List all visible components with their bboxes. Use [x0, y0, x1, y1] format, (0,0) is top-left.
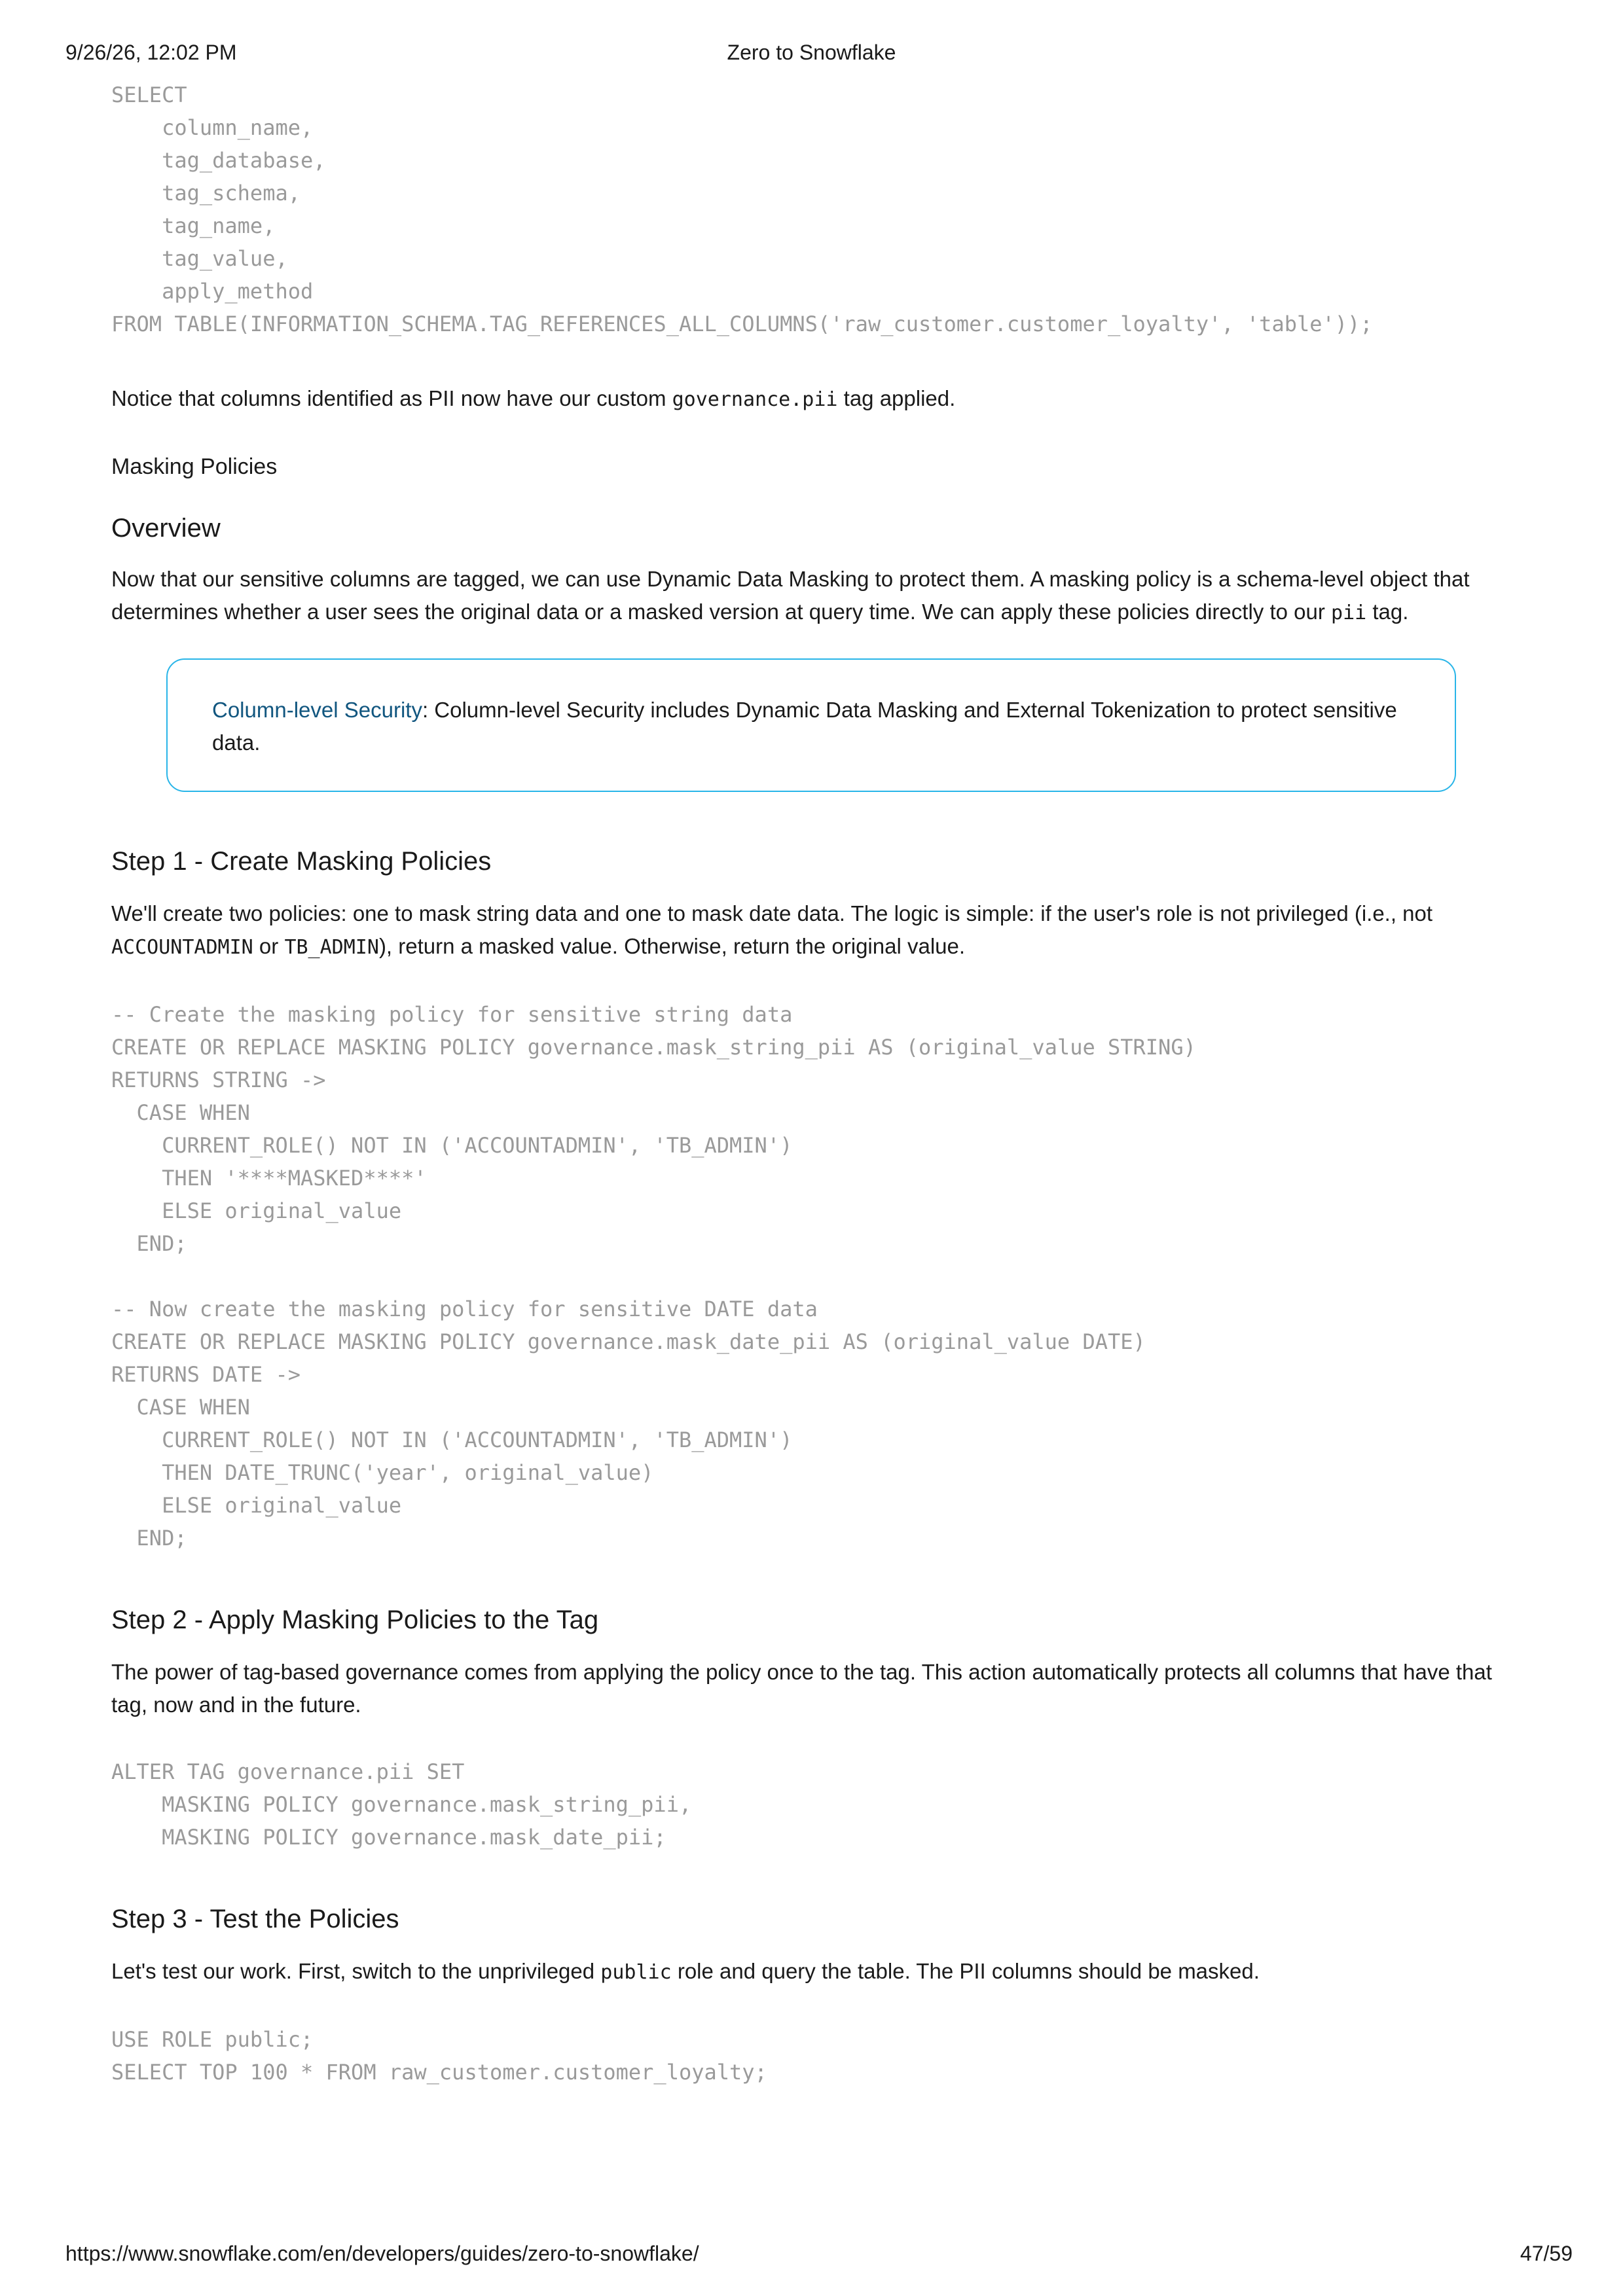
- note-text: : Column-level Security includes Dynamic Data Masking and External Tokenization to protect sensitive data.: [212, 698, 1397, 755]
- code-block-masking-policies: -- Create the masking policy for sensitive string data CREATE OR REPLACE MASKING POLICY governance.mask_string_pii AS (original_value STRING) RETURNS STRING -> CASE WHEN CURRENT_ROLE() NOT IN ('ACCOUNTADMIN', 'TB_ADMIN') THEN '****MASKED****' ELSE original_value END; -- Now create the masking policy for sensitive DATE data CREATE OR REPLACE MASKING POLICY governance.mask_date_pii AS (original_value DATE) RETURNS DATE -> CASE WHEN CURRENT_ROLE() NOT IN ('ACCOUNTADMIN', 'TB_ADMIN') THEN DATE_TRUNC('year', original_value) ELSE original_value END;: [111, 1002, 1196, 1551]
- inline-code-public: public: [600, 1961, 672, 1984]
- step3-paragraph: [111, 1955, 1512, 1989]
- overview-text: Now that our sensitive columns are tagged, we can use Dynamic Data Masking to protect them. A masking policy is a schema-level object that determines whether a user sees the original data or a masked version at query time. We can apply these policies directly to our: [111, 567, 1470, 624]
- step1-text-or: or: [253, 934, 285, 958]
- code-block-tag-references: SELECT column_name, tag_database, tag_schema, tag_name, tag_value, apply_method FROM TABLE(INFORMATION_SCHEMA.TAG_REFERENCES_ALL_COLUMNS('raw_customer.customer_loyalty', 'table'));: [111, 82, 1373, 336]
- code-block-test-query: USE ROLE public; SELECT TOP 100 * FROM raw_customer.customer_loyalty;: [111, 2027, 767, 2085]
- overview-paragraph: [111, 563, 1512, 630]
- pii-notice-text: Notice that columns identified as PII now have our custom: [111, 386, 672, 410]
- inline-code-governance-pii: governance.pii: [672, 388, 838, 411]
- pii-notice: [111, 382, 1512, 416]
- step2-heading: Step 2 - Apply Masking Policies to the Tag: [111, 1605, 599, 1634]
- masking-policies-heading: Masking Policies: [111, 454, 278, 479]
- step1-paragraph: [111, 897, 1512, 964]
- column-level-security-link[interactable]: Column-level Security: [212, 698, 422, 722]
- page-content: [111, 79, 1512, 2089]
- page-number: 47/59: [1520, 2242, 1573, 2265]
- step3-text: Let's test our work. First, switch to the unprivileged: [111, 1959, 601, 1983]
- inline-code-accountadmin: ACCOUNTADMIN: [111, 936, 253, 959]
- code-block-alter-tag: ALTER TAG governance.pii SET MASKING POLICY governance.mask_string_pii, MASKING POLICY governance.mask_date_pii;: [111, 1759, 692, 1850]
- step3-heading: Step 3 - Test the Policies: [111, 1905, 399, 1933]
- step1-text: We'll create two policies: one to mask string data and one to mask date data. The logic is simple: if the user's role is not privileged (i.e., not: [111, 901, 1433, 925]
- step1-heading: Step 1 - Create Masking Policies: [111, 847, 492, 876]
- print-header: [0, 41, 1623, 69]
- print-url: https://www.snowflake.com/en/developers/guides/zero-to-snowflake/: [65, 2242, 699, 2265]
- print-footer: [0, 2242, 1623, 2270]
- inline-code-tb-admin: TB_ADMIN: [284, 936, 379, 959]
- step1-text-end: ), return a masked value. Otherwise, return the original value.: [378, 934, 966, 958]
- print-date: 9/26/26, 12:02 PM: [65, 41, 237, 64]
- step3-text-end: role and query the table. The PII columns should be masked.: [671, 1959, 1260, 1983]
- pii-notice-text-end: tag applied.: [837, 386, 956, 410]
- overview-heading: Overview: [111, 514, 221, 543]
- inline-code-pii: pii: [1331, 601, 1367, 624]
- column-security-note: [166, 658, 1456, 792]
- overview-text-end: tag.: [1366, 600, 1409, 624]
- step2-paragraph: The power of tag-based governance comes from applying the policy once to the tag. This action automatically protects all columns that have that tag, now and in the future.: [111, 1660, 1492, 1717]
- print-title: Zero to Snowflake: [727, 41, 896, 64]
